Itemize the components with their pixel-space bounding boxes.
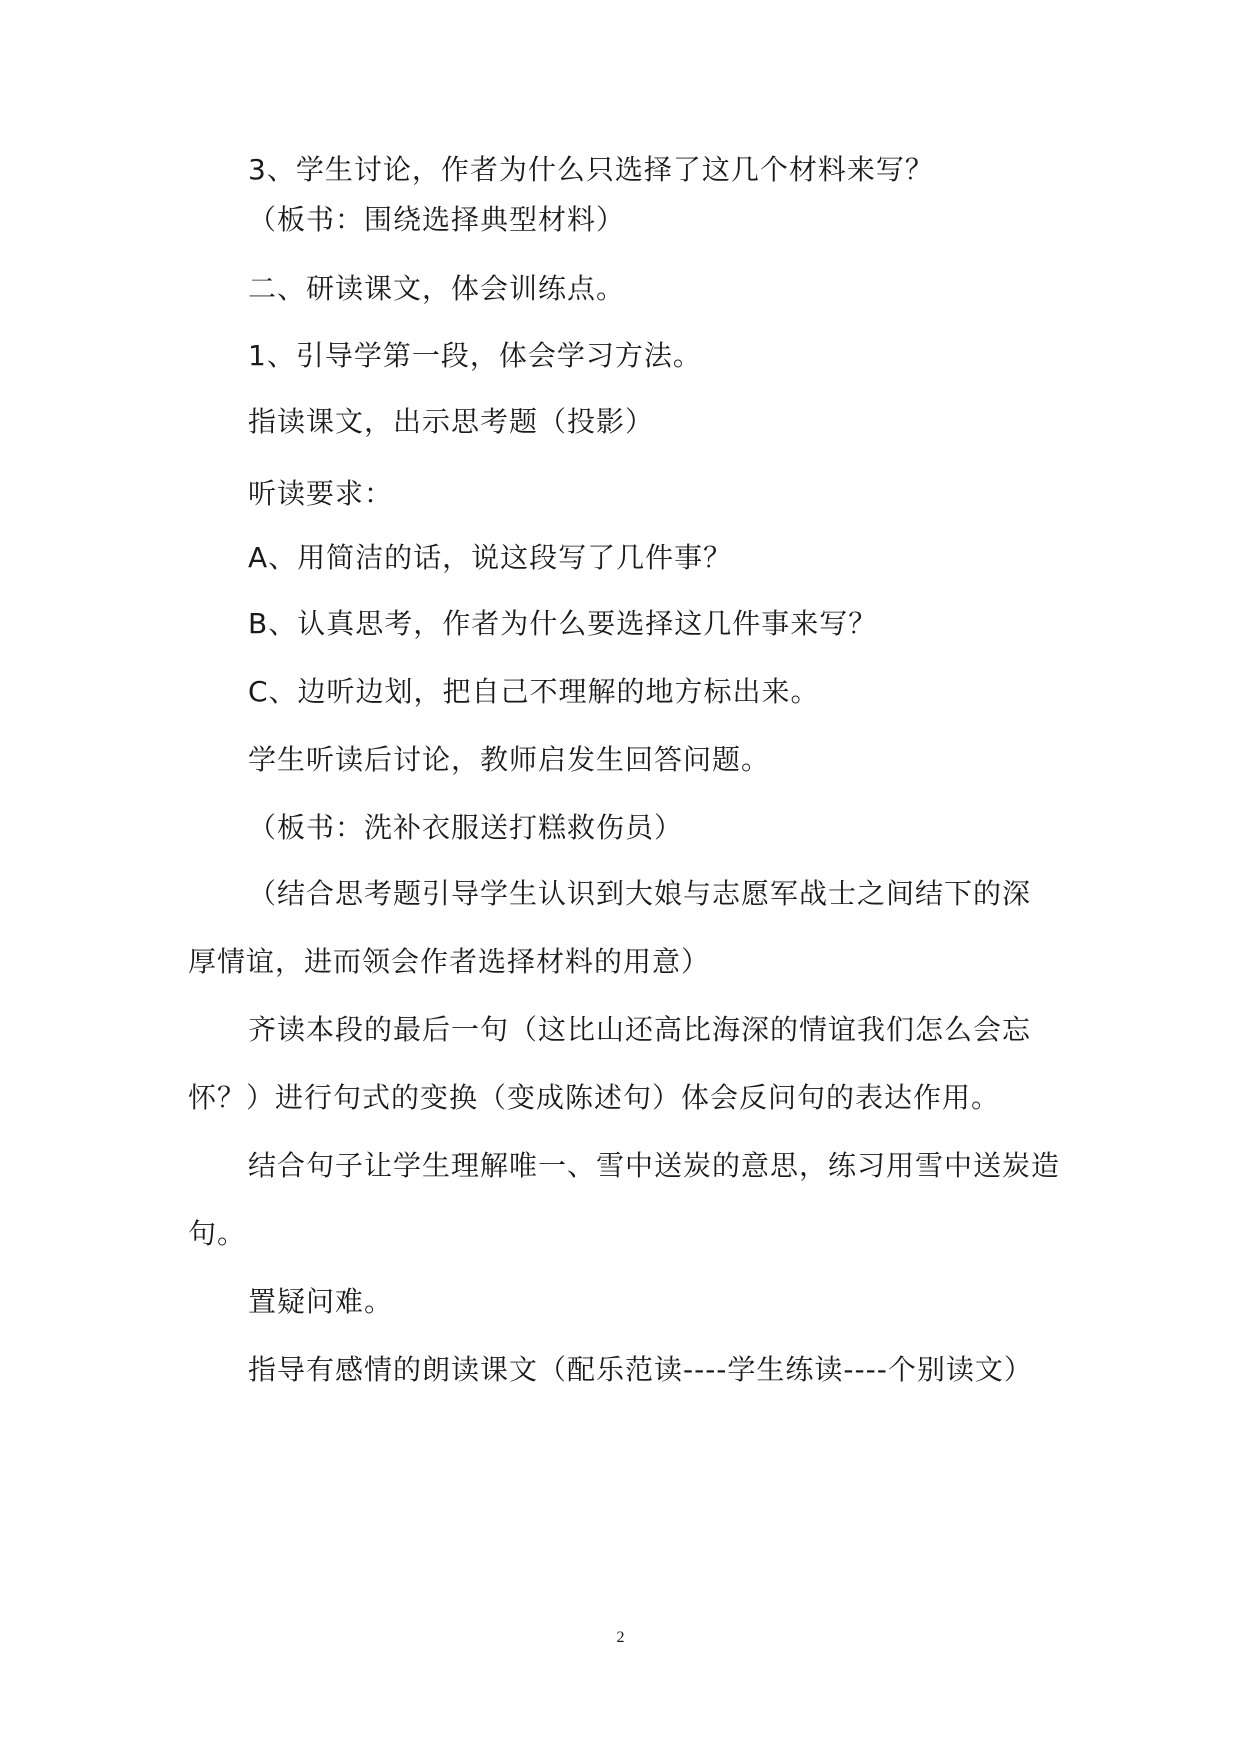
paragraph-first-line: 结合句子让学生理解唯一、雪中送炭的意思，练习用雪中送炭造 [248, 1149, 1061, 1182]
text-line: （板书：围绕选择典型材料） [248, 203, 626, 236]
text-line: 指读课文，出示思考题（投影） [248, 405, 655, 438]
text-line: 听读要求： [248, 477, 394, 510]
page-number: 2 [616, 1629, 625, 1646]
text-line: （板书：洗补衣服送打糕救伤员） [248, 811, 684, 844]
paragraph-continuation-line: 怀？）进行句式的变换（变成陈述句）体会反问句的表达作用。 [188, 1081, 1001, 1114]
paragraph-first-line: 齐读本段的最后一句（这比山还高比海深的情谊我们怎么会忘 [248, 1013, 1032, 1046]
text-line: C、边听边划，把自己不理解的地方标出来。 [248, 675, 820, 708]
text-line: 指导有感情的朗读课文（配乐范读----学生练读----个别读文） [248, 1353, 1033, 1386]
paragraph-continuation-line: 句。 [188, 1217, 247, 1250]
text-line: 二、研读课文，体会训练点。 [248, 272, 626, 305]
text-line: 置疑问难。 [248, 1285, 394, 1318]
text-line: 学生听读后讨论，教师启发生回答问题。 [248, 743, 771, 776]
text-line: 1、引导学第一段，体会学习方法。 [248, 339, 702, 372]
text-line: B、认真思考，作者为什么要选择这几件事来写？ [248, 607, 878, 640]
paragraph-continuation-line: 厚情谊，进而领会作者选择材料的用意） [188, 945, 711, 978]
paragraph-first-line: （结合思考题引导学生认识到大娘与志愿军战士之间结下的深 [248, 877, 1032, 910]
text-line: 3、学生讨论，作者为什么只选择了这几个材料来写？ [248, 153, 934, 186]
text-line: A、用简洁的话，说这段写了几件事？ [248, 541, 733, 574]
